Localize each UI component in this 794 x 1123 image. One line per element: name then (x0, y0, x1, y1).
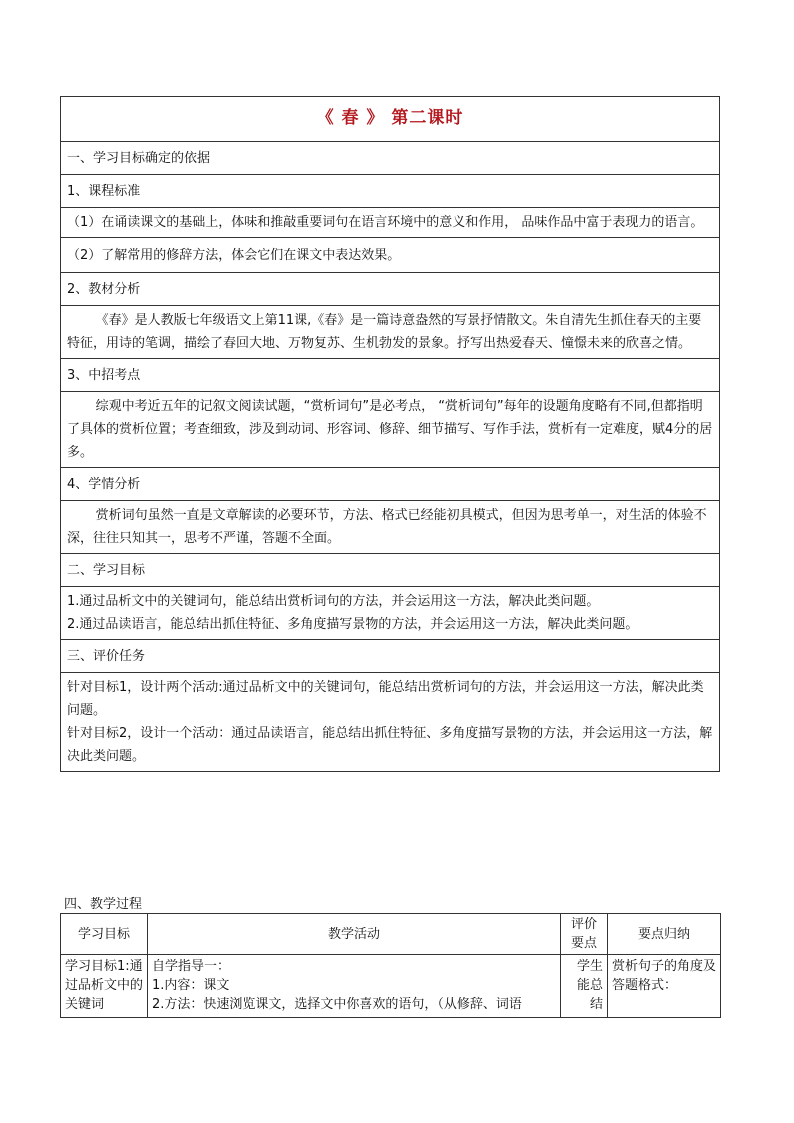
lesson-plan-table (60, 96, 720, 772)
learner-heading: 4、学情分析 (61, 468, 720, 501)
process-header-row (61, 914, 721, 955)
exam-body: 综观中考近五年的记叙文阅读试题，“赏析词句”是必考点， “赏析词句”每年的设题角度略有不同,但都指明了具体的赏析位置；考查细致，涉及到动词、形容词、修辞、细节描写、写作手法，赏析有一定难度，赋4分的居多。 (61, 392, 720, 468)
textbook-body: 《春》是人教版七年级语文上第11课,《春》是一篇诗意盎然的写景抒情散文。朱自清先生抓住春天的主要特征，用诗的笔调，描绘了春回大地、万物复苏、生机勃发的景象。抒写出热爱春天、憧憬未来的欣喜之情。 (61, 306, 720, 359)
page-title: 《 春 》 第二课时 (316, 108, 464, 128)
row-summary-cell: 赏析句子的角度及答题格式： (608, 955, 721, 1018)
goals-list (61, 587, 720, 640)
row-eval-cell: 学生能总结 (561, 955, 608, 1018)
exam-heading: 3、中招考点 (61, 359, 720, 392)
title-cell (61, 97, 720, 142)
tasks-list (61, 673, 720, 772)
col-header-summary: 要点归纳 (608, 914, 721, 955)
task-item-1: 针对目标1，设计两个活动:通过品析文中的关键词句，能总结出赏析词句的方法，并会运用这一方法，解决此类问题。 (67, 680, 704, 718)
goals-heading: 二、学习目标 (61, 554, 720, 587)
tasks-heading: 三、评价任务 (61, 640, 720, 673)
activity-line-1: 自学指导一： (152, 959, 231, 974)
goal-item-1: 1.通过品析文中的关键词句，能总结出赏析词句的方法，并会运用这一方法，解决此类问题。 (67, 594, 600, 609)
process-table (60, 913, 721, 1018)
curriculum-item-1: （1）在诵读课文的基础上，体味和推敲重要词句在语言环境中的意义和作用， 品味作品中富于表现力的语言。 (61, 208, 720, 238)
table-row (61, 955, 721, 1018)
learner-body: 赏析词句虽然一直是文章解读的必要环节，方法、格式已经能初具模式，但因为思考单一，对生活的体验不深，往往只知其一，思考不严谨，答题不全面。 (61, 501, 720, 554)
task-item-2: 针对目标2，设计一个活动：通过品读语言，能总结出抓住特征、多角度描写景物的方法，并会运用这一方法，解决此类问题。 (67, 726, 713, 764)
curriculum-item-2: （2）了解常用的修辞方法，体会它们在课文中表达效果。 (61, 238, 720, 273)
process-heading: 四、教学过程 (64, 897, 143, 912)
activity-line-3: 2.方法：快速浏览课文，选择文中你喜欢的语句，（从修辞、词语 (152, 997, 522, 1012)
row-activity-cell (148, 955, 561, 1018)
col-header-goal: 学习目标 (61, 914, 148, 955)
textbook-heading: 2、教材分析 (61, 273, 720, 306)
col-header-eval: 评价要点 (561, 914, 608, 955)
basis-heading: 一、学习目标确定的依据 (61, 142, 720, 175)
activity-line-2: 1.内容：课文 (152, 978, 230, 993)
row-goal-cell: 学习目标1:通过品析文中的关键词 (61, 955, 148, 1018)
goal-item-2: 2.通过品读语言，能总结出抓住特征、多角度描写景物的方法，并会运用这一方法，解决此类问题。 (67, 617, 639, 632)
col-header-activity: 教学活动 (148, 914, 561, 955)
curriculum-heading: 1、课程标准 (61, 175, 720, 208)
